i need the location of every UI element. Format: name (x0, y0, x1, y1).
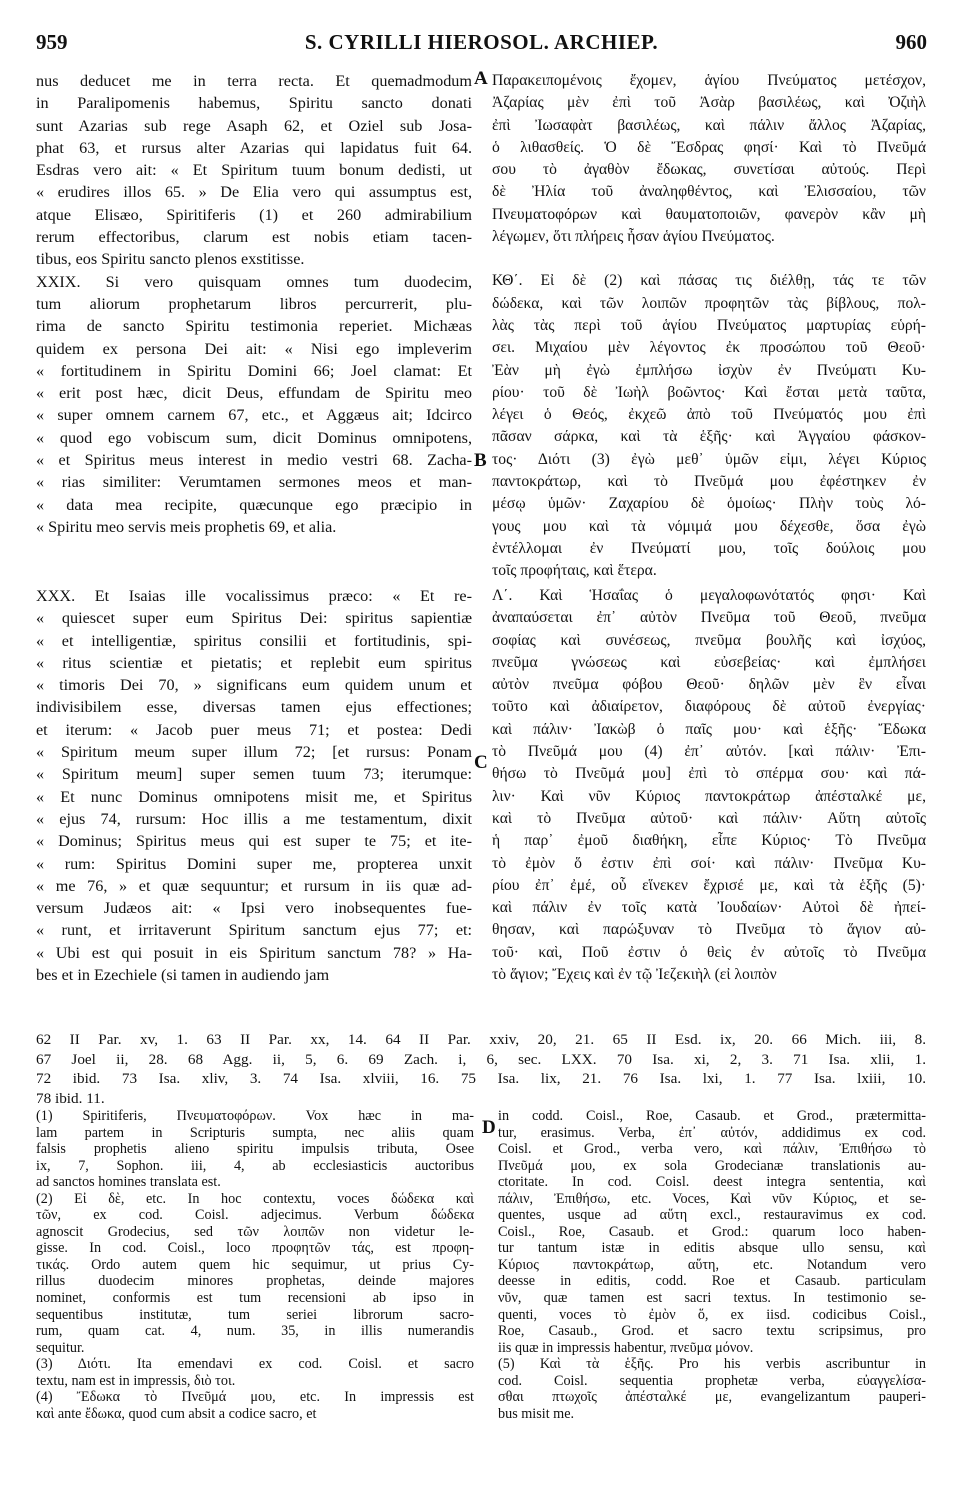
text-line: « erudires illos 65. » De Elia vero qui assumptus est, (36, 183, 472, 202)
text-line: et iterum: « Jacob puer meus 71; et postea: Dedi (36, 720, 472, 739)
text-line: sequitur. (36, 1339, 85, 1356)
text-line: « erit post hæc, dicit Deus, effundam de Spiritu meo (36, 384, 472, 403)
text-line: Πνευματοφόρων καὶ θαυματοποιῶν, φανερὸν κἂν μὴ (492, 205, 926, 223)
text-line: καὶ ante ἔδωκα, quod cum absit a codice sacro, et (36, 1405, 317, 1422)
text-line: 78 ibid. 11. (36, 1089, 105, 1107)
text-line: « Spiritu meo servis meis prophetis 69, et alia. (36, 517, 337, 536)
text-line: δὲ Ἠλία τοῦ ἀναληφθέντος, καὶ Ἐλισσαίου, τῶν (492, 183, 926, 201)
text-line: bus misit me. (498, 1405, 575, 1422)
margin-marker-b: B (474, 450, 487, 471)
page-header (36, 30, 927, 60)
text-line: καὶ τὸ Πνεῦμα αὐτοῦ· καὶ πάλιν· Αὕτη αὐτοῖς (492, 809, 926, 827)
text-line: rum, quam cat. 4, num. 35, in illis numerandis (36, 1323, 474, 1340)
text-line: Πνεῦμά μου, ex sola Grodecianæ translationis au- (498, 1157, 926, 1174)
text-line: quenti, voces τὸ ἐμὸν ὅ, ex iisd. codicibus Coisl., (498, 1306, 926, 1323)
greek-column-bottom (492, 585, 926, 986)
text-line: Ἐὰν μὴ ἐγὼ ἐμπλήσω ἰσχὺν ἐν Πνεύματι Κυ- (492, 361, 926, 379)
text-line: rillus duodecim minores prophetas, deinde majores (36, 1273, 474, 1290)
text-line: Coisl. et Grod., verba vero, καὶ πάλιν, Ἐπιθήσω τὸ (498, 1141, 926, 1158)
text-line: σει. Μιχαίου μὲν λέγοντος ἐκ προσώπου τοῦ Θεοῦ· (492, 339, 926, 357)
text-line: « me 76, » et quæ sequuntur; et rursum in iis quæ ad- (36, 876, 472, 895)
text-line: gisse. In cod. Coisl., loco προφητῶν τάς, est προφη- (36, 1240, 474, 1257)
text-line: « Spiritum meum] super semen tuum 73; iterumque: (36, 765, 472, 784)
text-line: καὶ πάλιν· Ἰακὼβ ὁ παῖς μου· καὶ ἑξῆς· Ἔδωκα (492, 720, 926, 738)
paragraph-gap (492, 248, 926, 270)
text-line: « Spiritum meum super illum 72; [et rursus: Ponam (36, 743, 472, 762)
text-line: λέγει ὁ Θεός, ἐκχεῶ ἀπὸ τοῦ Πνεύματός μου ἐπὶ (492, 406, 926, 424)
text-line: rerum effectoribus, clarum est nobis etiam tacen- (36, 228, 472, 247)
text-line: καὶ πάλιν ἐν τοῖς κατὰ Ἰουδαίων· Αὐτοὶ δὲ ἠπεί- (492, 899, 926, 917)
text-line: ἡ παρ᾽ ἐμοῦ διαθήκη, εἶπε Κύριος· Τὸ Πνεῦμα (492, 832, 926, 850)
greek-column-top (492, 70, 926, 583)
text-line: Λ΄. Καὶ Ἡσαΐας ὁ μεγαλοφωνότατός φησι· Καὶ (492, 587, 926, 604)
text-line: ἐντέλλομαι ἐν Πνεύματί μου, τοῖς δούλοις μου (492, 539, 926, 557)
text-line: ὁ λιθασθείς. Ὁ δὲ Ἔσδρας φησί· Καὶ τὸ Πνεῦμά (492, 138, 926, 156)
text-line: « super omnem carnem 67, etc., et Aggæus ait; Idcirco (36, 406, 472, 425)
text-line: « rum: Spiritus Domini super me, propterea unxit (36, 854, 472, 873)
text-line: « timoris Dei 70, » significans eum quidem unum et (36, 676, 472, 695)
margin-marker-c: C (474, 752, 488, 773)
text-line: τοῖς προφήταις, καὶ ἕτερα. (492, 562, 657, 580)
text-line: quentes, usque ad αὕτη excl., restauravimus ex cod. (498, 1207, 926, 1224)
text-line: lam partem in Scripturis sumpta, nec aliis quam (36, 1124, 474, 1141)
text-line: iis quæ in impressis habentur, πνεῦμα μόνον. (498, 1339, 754, 1356)
text-line: 62 II Par. xv, 1. 63 II Par. xx, 14. 64 II Par. xxiv, 20, 21. 65 II Esd. ix, 20. 66 Mich. iii, 8. (36, 1031, 926, 1048)
text-line: τὸ Πνεῦμά μου (4) ἐπ᾽ αὐτόν. [καὶ πάλιν· Ἐπι- (492, 743, 926, 761)
text-line: « quod ego vobiscum sum, dicit Dominus omnipotens, (36, 428, 472, 447)
text-line: « ejus 74, rursum: Hoc illis a me testamentum, dixit (36, 809, 472, 828)
text-line: δώδεκα, καὶ τῶν λοιπῶν προφητῶν τὰς βίβλους, πολ- (492, 294, 926, 312)
text-line: γους μου καὶ τὰ νόμιμά μου δέχεσθε, ὅσα ἐγὼ (492, 517, 926, 535)
text-line: ΚΘ΄. Εἰ δὲ (2) καὶ πάσας τις διέλθῃ, τάς τε τῶν (492, 272, 926, 290)
text-line: Κύριος παντοκράτωρ, αὕτη, etc. Notandum vero (498, 1256, 926, 1273)
text-line: λέγωμεν, ὅτι πλήρεις ἦσαν ἁγίου Πνεύματος. (492, 228, 775, 246)
text-line: tur tantum istæ in editis absque ullo sensu, καὶ (498, 1240, 926, 1257)
text-line: πᾶσαν σάρκα, καὶ τὰ ἑξῆς· καὶ Ἀγγαίου φάσκον- (492, 428, 926, 446)
text-line: παντοκράτωρ, καὶ τὸ Πνεῦμά μου ἐφέστηκεν ἐν (492, 473, 926, 491)
text-line: Παρακειπομένοις ἔχομεν, ἁγίου Πνεύματος μετέσχον, (492, 72, 926, 89)
text-line: τοῦ· καὶ, Ποῦ ἐστιν ὁ θεὶς ἐν αὐτοῖς τὸ Πνεῦμα (492, 943, 926, 961)
text-line: nus deducet me in terra recta. Et quemadmodum (36, 72, 472, 90)
text-line: falsis prophetis alieno spiritu impulsis tributa, Osee (36, 1141, 474, 1158)
text-line: tur, erasimus. Verba, ἐπ᾽ αὐτόν, addidimus ex cod. (498, 1124, 926, 1141)
text-line: XXX. Et Isaias ille vocalissimus præco: « Et re- (36, 587, 472, 605)
text-line: τῶν, ex cod. Coisl. adjecimus. Verbum δώδεκα (36, 1207, 474, 1224)
text-line: nominet, conformis est tum recensioni ab ipso in (36, 1290, 474, 1307)
text-line: θήσω τὸ Πνεῦμά μου] ἐπὶ τὸ σπέρμα σου· καὶ πά- (492, 765, 926, 783)
text-line: ad sanctos homines translata est. (36, 1174, 221, 1191)
text-line: αὐτὸν πνεῦμα φόβου Θεοῦ· δηλῶν μὲν ἓν εἶναι (492, 676, 926, 694)
text-line: sunt Azarias sub rege Asaph 62, et Oziel sub Josa- (36, 116, 472, 135)
text-line: « Ubi est qui posuit in eis Spiritum sanctum 78? » Ha- (36, 943, 472, 962)
text-line: (2) Εἰ δὲ, etc. In hoc contextu, voces δώδεκα καὶ (36, 1190, 474, 1207)
text-line: Ἀζαρίας μὲν ἐπὶ τοῦ Ἀσὰρ βασιλέως, καὶ Ὀζιὴλ (492, 94, 926, 112)
text-line: sequentibus institutæ, tum seriei librorum sacro- (36, 1306, 474, 1323)
text-line: ἐπὶ Ἰωσαφὰτ βασιλέως, καὶ πάλιν ἄλλος Ἀζαρίας, (492, 116, 926, 134)
text-line: deesse in editis, codd. Roe et Casaub. particulam (498, 1273, 926, 1290)
text-line: XXIX. Si vero quisquam omnes tum duodecim, (36, 272, 472, 291)
text-line: « et Spiritus meus interest in medio vestri 68. Zacha- (36, 451, 472, 470)
text-line: Esdras vero ait: « Et Spiritum tuum bonum dedisti, ut (36, 161, 472, 180)
text-line: τὸ ἐμὸν ὅ ἐστιν ἐπὶ σοί· καὶ πάλιν· Πνεῦμα Κυ- (492, 854, 926, 872)
text-line: (5) Καὶ τὰ ἑξῆς. Pro his verbis ascribuntur in (498, 1356, 926, 1373)
text-line: Roe, Casaub., Grod. et sacro textu scripsimus, pro (498, 1323, 926, 1340)
text-line: agnoscit Grodecius, sed τῶν λοιπῶν non videtur le- (36, 1223, 474, 1240)
text-line: « Et nunc Dominus omnipotens misit me, et Spiritus (36, 787, 472, 806)
text-line: textu, nam est in impressis, διὸ τοι. (36, 1372, 236, 1389)
margin-marker-a: A (474, 68, 488, 89)
text-line: cod. Coisl. sequentia prophetæ verba, εὐαγγελίσα- (498, 1372, 926, 1389)
text-line: θησαν, καὶ παρώξυναν τὸ Πνεῦμα τὸ ἅγιον αὐ- (492, 921, 926, 939)
text-line: bes et in Ezechiele (si tamen in audiendo jam (36, 966, 330, 985)
text-line: σου τὸ ἀγαθὸν ἔδωκας, συνετίσαι αὐτούς. Περὶ (492, 161, 926, 179)
text-line: rima de sancto Spiritu testimonia reperiet. Michæas (36, 317, 472, 336)
text-line: phat 63, et rursus alter Azarias qui lapidatus fuit 64. (36, 138, 472, 157)
text-line: μέσῳ ὑμῶν· Ζαχαρίου δὲ ὁμοίως· Πλὴν τοὺς λό- (492, 495, 926, 513)
text-line: « Dominus; Spiritus meus qui est super te 75; et ite- (36, 832, 472, 851)
text-line: in Paralipomenis habemus, Spiritu sancto donati (36, 94, 472, 113)
text-line: ρίου· τοῦ δὲ Ἰωὴλ βοῶντος· Καὶ ἔσται μετὰ ταῦτα, (492, 383, 926, 401)
text-line: λὰς τὰς περὶ τοῦ ἁγίου Πνεύματος μαρτυρίας εὑρή- (492, 316, 926, 334)
text-line: πνεῦμα γνώσεως καὶ εὐσεβείας· καὶ ἐμπλήσει (492, 653, 926, 671)
text-line: « fortitudinem in Spiritu Domini 66; Joel clamat: Et (36, 361, 472, 380)
text-line: ctoritate. In cod. Coisl. deest integra sententia, καὶ (498, 1174, 926, 1191)
text-line: « rias similiter: Verumtamen sermones meos et man- (36, 473, 472, 492)
text-line: ix, 7, Sophon. iii, 4, ab ecclesiasticis auctoribus (36, 1157, 474, 1174)
scripture-references (36, 1030, 926, 1108)
text-line: σθαι πτωχοῖς ἀπέσταλκέ με, evangelizantum pauperi- (498, 1389, 926, 1406)
text-line: τικάς. Ordo autem quem hic sequimur, ut prius Cy- (36, 1256, 474, 1273)
text-line: τος· Διότι (3) ἐγὼ μεθ᾽ ὑμῶν εἰμι, λέγει Κύριος (492, 450, 926, 468)
text-line: atque Elisæo, Spiritiferis (1) et 260 admirabilium (36, 205, 472, 224)
text-line: « data mea recipite, quæcunque ego præcipio in (36, 495, 472, 514)
text-line: (4) Ἔδωκα τὸ Πνεῦμά μου, etc. In impressis est (36, 1389, 474, 1406)
margin-marker-d: D (482, 1117, 496, 1138)
text-line: « quiescet super eum Spiritus Dei: spiritus sapientiæ (36, 609, 472, 628)
text-line: ρίου ἐπ᾽ ἐμέ, οὗ εἵνεκεν ἔχρισέ με, καὶ τὰ ἑξῆς (5)· (492, 876, 926, 894)
text-line: in codd. Coisl., Roe, Casaub. et Grod., prætermitta- (498, 1108, 926, 1124)
text-line: 67 Joel ii, 28. 68 Agg. ii, 5, 6. 69 Zach. i, 6, sec. LXX. 70 Isa. xi, 2, 3. 71 Isa. xlii, 1. (36, 1050, 926, 1068)
text-line: indivisibilem esse, diversas tamen ejus effectiones; (36, 698, 472, 717)
latin-column-top (36, 70, 472, 538)
running-title: S. CYRILLI HIEROSOL. ARCHIEP. (304, 30, 659, 54)
text-line: « runt, et irritaverunt Spiritum sanctum ejus 77; et: (36, 921, 472, 940)
text-line: πάλιν, Ἐπιθήσω, etc. Voces, Καὶ νῦν Κύριος, et se- (498, 1190, 926, 1207)
text-line: νῦν, quæ tamen est sacri textus. In testimonio se- (498, 1290, 926, 1307)
page-number-right: 960 (895, 30, 927, 54)
text-line: (1) Spiritiferis, Πνευματοφόρων. Vox hæc in ma- (36, 1108, 474, 1124)
text-line: quidem ex persona Dei ait: « Nisi ego impleverim (36, 339, 472, 358)
text-line: τὸ ἅγιον; Ἔχεις καὶ ἐν τῷ Ἰεζεκιὴλ (εἰ λοιπὸν (492, 966, 777, 984)
text-line: versum Judæos ait: « Ipsi vero inobsequentes fue- (36, 899, 472, 918)
latin-column-bottom (36, 585, 472, 986)
text-line: τοῦτο καὶ ἀδιαίρετον, διαφόρους δὲ αὐτοῦ ἐνεργίας· (492, 698, 926, 716)
text-line: tum aliorum prophetarum libros percurrerit, plu- (36, 294, 472, 313)
text-line: « et intelligentiæ, spiritus consilii et fortitudinis, spi- (36, 631, 472, 650)
text-line: Coisl., Roe, Casaub. et Grod.: quarum loco haben- (498, 1223, 926, 1240)
notes-left-column (36, 1108, 474, 1422)
text-line: σοφίας καὶ συνέσεως, πνεῦμα βουλῆς καὶ ἰσχύος, (492, 631, 926, 649)
text-line: λιν· Καὶ νῦν Κύριος παντοκράτωρ ἀπέσταλκέ με, (492, 787, 926, 805)
text-line: (3) Διότι. Ita emendavi ex cod. Coisl. et sacro (36, 1356, 474, 1373)
text-line: 72 ibid. 73 Isa. xliv, 3. 74 Isa. xlviii, 16. 75 Isa. lix, 21. 76 Isa. lxi, 1. 77 Isa. lxiii, 10. (36, 1070, 926, 1087)
text-line: tibus, eos Spiritu sancto plenos exstitisse. (36, 250, 305, 269)
page-number-left: 959 (36, 30, 68, 54)
text-line: ἀναπαύσεται ἐπ᾽ αὐτὸν Πνεῦμα τοῦ Θεοῦ, πνεῦμα (492, 609, 926, 627)
text-line: « ritus scientiæ et pietatis; et replebit eum spiritus (36, 653, 472, 672)
notes-right-column (498, 1108, 926, 1422)
